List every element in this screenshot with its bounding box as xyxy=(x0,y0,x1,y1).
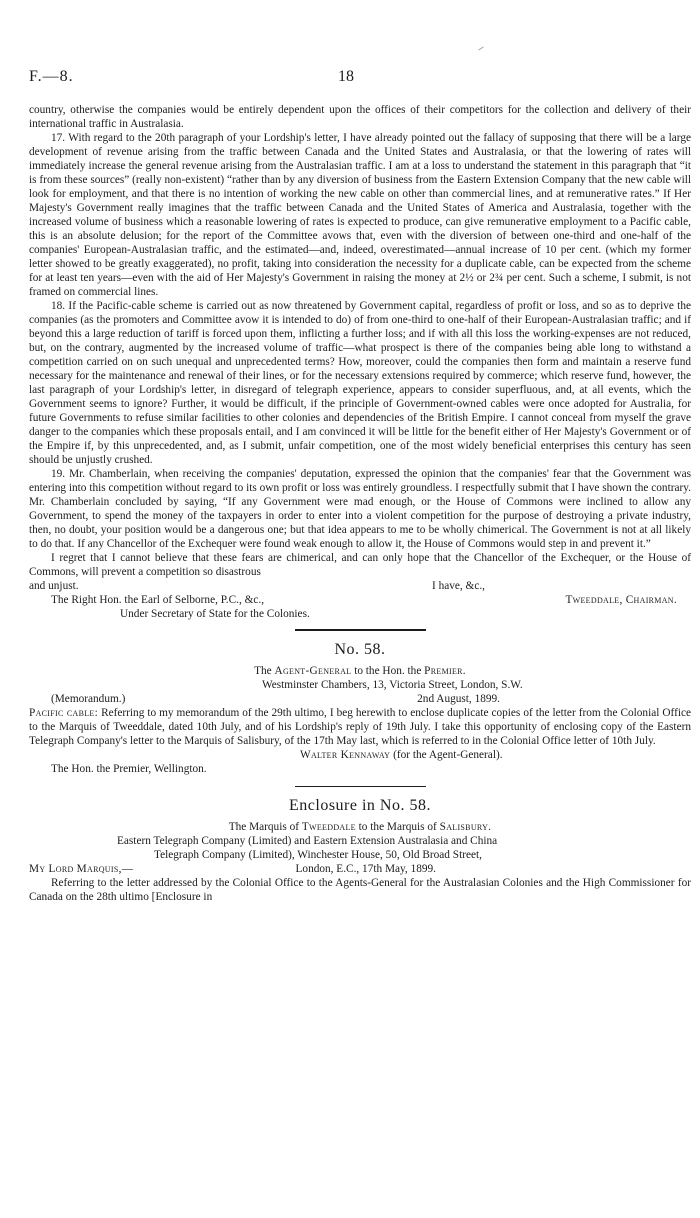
enclosure-date: London, E.C., 17th May, 1899. xyxy=(295,863,436,875)
no58-memo-date-row xyxy=(29,692,691,706)
page-number: 18 xyxy=(338,68,354,85)
letter-paragraph-17: 17. With regard to the 20th paragraph of your Lordship's letter, I have already pointed out the fallacy of supposing that there will be a large development of revenue arising from the traffic between Canada and the United States and Australasia, or that the lowering of rates will immediately increase the general revenue arising from the Australasian traffic. I am at a loss to understand the statement in this paragraph that “it is from these sources” (really non-existent) “rather than by any diversion of business from the Eastern Extension Company that the new cable will look for employment, and that there is no intention of working the new cable on other than commercial lines, and at remunerative rates.” If Her Majesty's Government really imagines that the traffic between Canada and the United States of America and Australasia, together with the increased volume of business which a reasonable lowering of rates is expected to produce, can give remunerative employment to a Pacific cable, this is an absolute delusion; for the report of the Committee avows that, even with the diversion of between one-third and one-half of the companies' European-Australasian traffic, and the estimated—and, indeed, overestimated—annual increase of 10 per cent. (which my former letter showed to be greatly exaggerated), no profit, taking into consideration the necessity for a duplicate cable, can be expected from the scheme for at least ten years—even with the aid of Her Majesty's Government in raising the money at 2½ or 2¾ per cent. Such a scheme, I submit, is not framed on commercial lines. xyxy=(29,132,691,298)
closing-phrase: and unjust. xyxy=(29,580,79,592)
memo-label: (Memorandum.) xyxy=(51,693,126,705)
section-divider-thin xyxy=(295,786,426,787)
no58-body-text: Referring to my memorandum of the 29th ultimo, I beg herewith to enclose duplicate copies of the letter from the Colonial Office to the Marquis of Tweeddale, dated 10th July, and of his Lordship's reply of 19th July. I take this opportunity of enclosing copy of the Eastern Telegraph Company's letter to the Marquis of Salisbury, of the 17th May last, which is referred to in the Colonial Office letter of 10th July. xyxy=(29,707,691,747)
section-heading-enclosure: Enclosure in No. 58. xyxy=(289,797,431,814)
signature-role: (for the Agent-General). xyxy=(393,749,503,761)
no58-subject: Pacific cable: xyxy=(29,707,99,719)
letter-paragraph-intro: country, otherwise the companies would be entirely dependent upon the offices of their competitors for the collection and delivery of their international traffic in Australasia. xyxy=(29,104,691,130)
no58-address: Westminster Chambers, 13, Victoria Street, London, S.W. xyxy=(262,679,523,691)
letter-paragraph-19: 19. Mr. Chamberlain, when receiving the companies' deputation, expressed the opinion that the companies' fear that the Government was entering into this competition without regard to its own profit or loss was entirely groundless. I respectfully submit that I have shown the contrary. Mr. Chamberlain concluded by saying, “If any Government were mad enough, or the House of Commons were inclined to allow any Government, to spend the money of the taxpayers in order to enter into a violent competition for the purpose of destroying a private industry, then, no doubt, your position would be a dangerous one; but that idea appears to me to be wholly chimerical. The Government is not at all likely to do that. If any Chancellor of the Exchequer were found weak enough to allow it, the House of Commons would step in and prevent it.” xyxy=(29,468,691,550)
letter-signoff xyxy=(29,593,691,607)
letter-closing xyxy=(29,579,691,593)
enclosure-body: Referring to the letter addressed by the Colonial Office to the Agents-General for the Australasian Colonies and the High Commissioner for Canada on the 28th ultimo [Enclosure in xyxy=(29,877,691,903)
salutation-date-row xyxy=(29,862,691,876)
no58-addressee: The Hon. the Premier, Wellington. xyxy=(51,763,207,775)
letter-paragraph-regret: I regret that I cannot believe that these fears are chimerical, and can only hope that the Chancellor of the Exchequer, or the House of Commons, will prevent a competition so disastrous xyxy=(29,552,691,578)
company-line-1: Eastern Telegraph Company (Limited) and Eastern Extension Australasia and China xyxy=(117,835,498,847)
enclosure-from-to: The Marquis of Tweeddale to the Marquis of Salisbury. xyxy=(228,821,492,833)
no58-signature xyxy=(29,748,691,762)
signature-name: Walter Kennaway xyxy=(300,749,391,761)
document-reference: F.—8. xyxy=(29,68,74,85)
addressee-line-2: Under Secretary of State for the Colonies. xyxy=(120,608,310,620)
no58-from-to: The Agent-General to the Hon. the Premier. xyxy=(254,665,466,677)
complimentary-close: I have, &c., xyxy=(431,580,485,592)
no58-date: 2nd August, 1899. xyxy=(417,693,500,705)
signature-tweeddale: Tweeddale, Chairman. xyxy=(565,594,677,606)
document-body xyxy=(29,103,691,904)
salutation: My Lord Marquis,— xyxy=(29,863,134,875)
letter-paragraph-18: 18. If the Pacific-cable scheme is carried out as now threatened by Government capital, regardless of profit or loss, and so as to deprive the companies (as the promoters and Committee avow it is intended to do) of from one-third to one-half of their European-Australasian traffic; and if beyond this a large reduction of tariff is forced upon them, inflicting a further loss; and if with all this loss the working-expenses are not reduced, but, on the contrary, augmented by the increased volume of traffic—what prospect is there of the companies being able long to withstand a competition carried on on such unequal and unprecedented terms? How, moreover, could the companies then form and maintain a reserve fund necessary for the maintenance and renewal of their lines, or for the necessary extensions required by commerce; which reserve fund, however, the last paragraph of your Lordship's letter, in disregard of telegraph experience, appears to consider superfluous, and, at all events, which the Government seems to ignore? Further, it would be difficult, if the principle of Government-owned cables were once adopted for Australia, for future Governments to refuse similar facilities to other colonies and dependencies of the British Empire. I cannot conceal from myself the grave danger to the companies which these proposals entail, and I am convinced it will be little for the benefit either of Her Majesty's Government or of the Empire if, by this unprecedented, and, as I submit, unfair competition, one of the most widely beneficial enterprises this century has seen should be unjustly crushed. xyxy=(29,300,691,466)
section-divider xyxy=(295,629,426,631)
no58-body xyxy=(29,706,691,748)
addressee-line-1: The Right Hon. the Earl of Selborne, P.C., &c., xyxy=(51,594,265,606)
scan-mark xyxy=(478,46,483,50)
section-heading-no58: No. 58. xyxy=(334,641,386,658)
company-line-2: Telegraph Company (Limited), Winchester House, 50, Old Broad Street, xyxy=(154,849,482,861)
